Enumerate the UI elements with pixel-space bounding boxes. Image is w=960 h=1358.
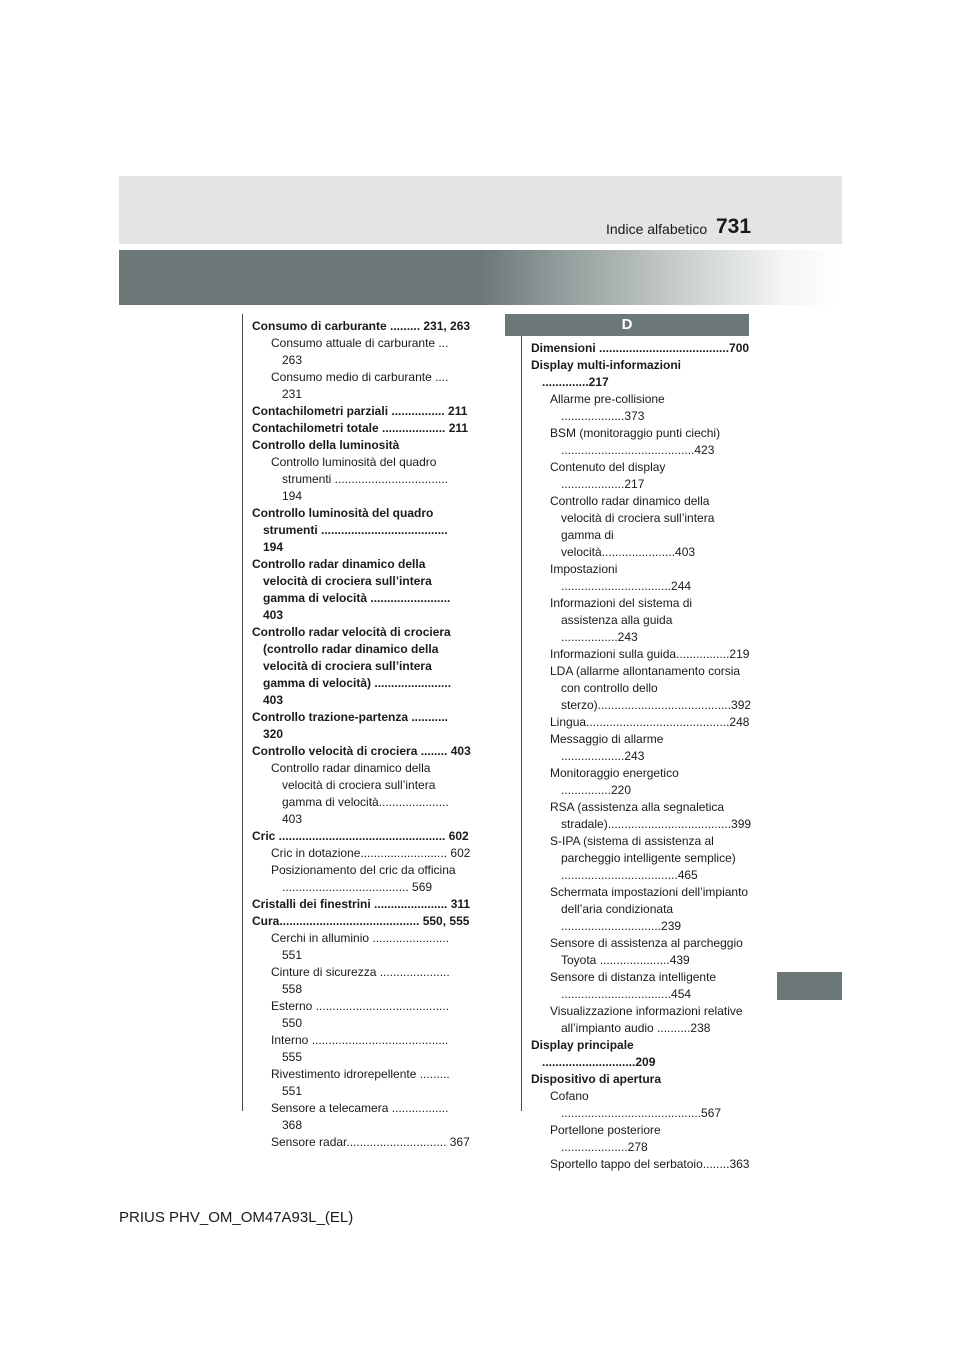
- index-left-column: [252, 318, 471, 1151]
- index-entry: Sensore di assistenza al parcheggio Toyota .....................439: [550, 936, 743, 967]
- index-entry: Informazioni sulla guida................219: [550, 647, 750, 661]
- index-entry: Cura.......................................... 550, 555: [252, 914, 470, 928]
- index-entry: Cric in dotazione.......................... 602: [271, 846, 471, 860]
- index-entry: Cerchi in alluminio ....................... 551: [271, 931, 450, 962]
- index-entry: Display principale ............................209: [531, 1038, 656, 1069]
- index-entry: Contachilometri parziali ................ 211: [252, 404, 468, 418]
- index-entry: Interno ......................................... 555: [271, 1033, 449, 1064]
- index-entry: Sensore a telecamera ................. 368: [271, 1101, 449, 1132]
- index-entry: Rivestimento idrorepellente ......... 551: [271, 1067, 450, 1098]
- index-entry: Dimensioni .......................................700: [531, 341, 750, 355]
- index-entry: Messaggio di allarme ...................243: [550, 732, 664, 763]
- index-entry: Controllo radar velocità di crociera (controllo radar dinamico della velocità di crociera sull’intera gamma di velocità) ....................... 403: [252, 625, 452, 707]
- index-entry: Cinture di sicurezza ..................... 558: [271, 965, 450, 996]
- index-entry: Informazioni del sistema di assistenza alla guida .................243: [550, 596, 693, 644]
- index-entry: Monitoraggio energetico ...............220: [550, 766, 679, 797]
- index-entry: Display multi-informazioni ..............217: [531, 358, 682, 389]
- index-entry: Schermata impostazioni dell’impianto dell’aria condizionata ..............................239: [550, 885, 749, 933]
- section-letter-header: D: [505, 314, 749, 336]
- index-entry: Cristalli dei finestrini ...................... 311: [252, 897, 471, 911]
- index-entry: BSM (monitoraggio punti ciechi) ........................................423: [550, 426, 721, 457]
- index-entry: Visualizzazione informazioni relative all’impianto audio ..........238: [550, 1004, 743, 1035]
- index-entry: Sensore radar.............................. 367: [271, 1135, 470, 1149]
- index-entry: Consumo medio di carburante .... 231: [271, 370, 449, 401]
- index-entry: Posizionamento del cric da officina ...................................... 569: [271, 863, 456, 894]
- index-entry: Controllo della luminosità: [252, 438, 400, 452]
- index-entry: Contenuto del display ...................217: [550, 460, 666, 491]
- index-entry: Controllo trazione-partenza ........... 320: [252, 710, 449, 741]
- index-entry: Portellone posteriore ....................278: [550, 1123, 661, 1154]
- index-entry: Cofano ..........................................567: [550, 1089, 722, 1120]
- index-entry: Dispositivo di apertura: [531, 1072, 662, 1086]
- index-entry: Controllo radar dinamico della velocità di crociera sull’intera gamma di velocità......................403: [550, 494, 715, 559]
- index-side-tab: [777, 972, 842, 1000]
- page-number: 731: [716, 215, 752, 238]
- header-gradient-band: [119, 250, 842, 305]
- index-entry: Sensore di distanza intelligente .................................454: [550, 970, 717, 1001]
- index-entry: Consumo di carburante ......... 231, 263: [252, 319, 471, 333]
- index-entry: Sportello tappo del serbatoio........363: [550, 1157, 750, 1171]
- right-column-rule: [521, 314, 522, 1111]
- index-entry: Controllo velocità di crociera ........ 403: [252, 744, 471, 758]
- index-entry: Impostazioni .................................244: [550, 562, 692, 593]
- index-entry: LDA (allarme allontanamento corsia con controllo dello sterzo)........................................392: [550, 664, 752, 712]
- index-entry: S-IPA (sistema di assistenza al parcheggio intelligente semplice) ...................................465: [550, 834, 736, 882]
- index-entry: Cric .................................................. 602: [252, 829, 469, 843]
- index-entry: Controllo radar dinamico della velocità di crociera sull’intera gamma di velocità..................... 403: [271, 761, 449, 826]
- index-entry: Controllo radar dinamico della velocità di crociera sull’intera gamma di velocità ........................ 403: [252, 557, 451, 622]
- header-title: Indice alfabetico: [606, 221, 708, 237]
- index-right-column: [531, 340, 750, 1173]
- index-entry: RSA (assistenza alla segnaletica stradale).....................................399: [550, 800, 752, 831]
- footer-document-code: PRIUS PHV_OM_OM47A93L_(EL): [119, 1209, 354, 1226]
- left-column-rule: [242, 314, 243, 1111]
- index-entry: Consumo attuale di carburante ... 263: [271, 336, 449, 367]
- index-entry: Controllo luminosità del quadro strumenti ...................................... 194: [252, 506, 448, 554]
- index-entry: Controllo luminosità del quadro strumenti .................................. 194: [271, 455, 449, 503]
- index-entry: Allarme pre-collisione ...................373: [550, 392, 665, 423]
- index-entry: Lingua...........................................248: [550, 715, 750, 729]
- index-entry: Contachilometri totale ................... 211: [252, 421, 469, 435]
- index-entry: Esterno ........................................ 550: [271, 999, 450, 1030]
